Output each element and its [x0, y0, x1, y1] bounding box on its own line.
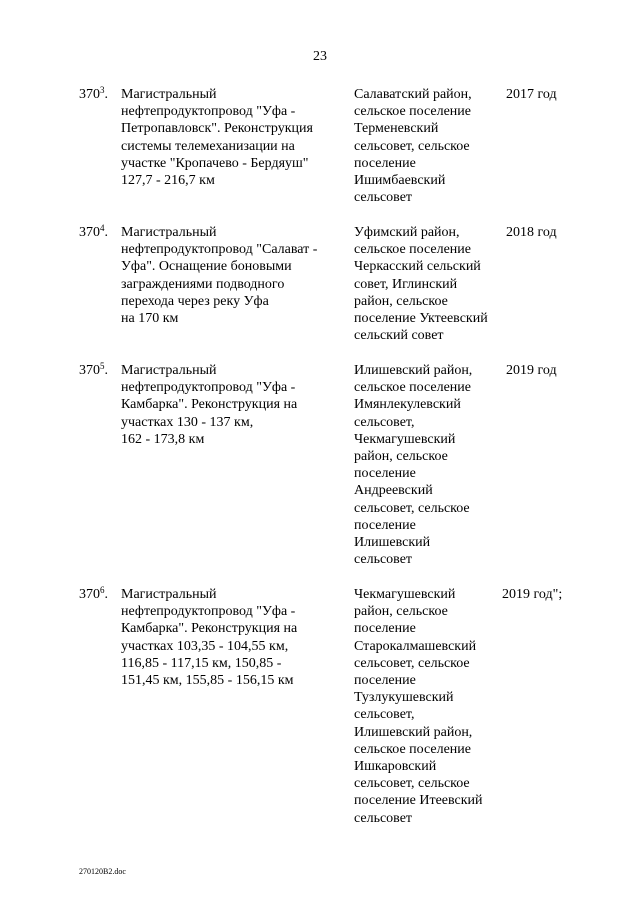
entry-location: Уфимский район, сельское поселение Черкасский сельский совет, Иглинский район, сельское поселение Уктеевский сельский совет — [354, 225, 488, 344]
entry-description: Магистральный нефтепродуктопровод "Уфа - Петропавловск". Реконструкция системы телемеханизации на участке "Кропачево - Бердяуш" 127,7 - 216,7 км — [121, 87, 313, 189]
entry-year: 2018 год — [506, 225, 557, 240]
entry-description: Магистральный нефтепродуктопровод "Уфа - Камбарка". Реконструкция на участках 103,35 - 104,55 км, 116,85 - 117,15 км, 150,85 - 151,45 км, 155,85 - 156,15 км — [121, 587, 298, 689]
entry-description: Магистральный нефтепродуктопровод "Салават - Уфа". Оснащение боновыми заграждениями подводного перехода через реку Уфа на 170 км — [121, 225, 318, 327]
entry-year: 2017 год — [506, 87, 557, 102]
entry-location: Илишевский район, сельское поселение Имянлекулевский сельсовет, Чекмагушевский район, сельское поселение Андреевский сельсовет, сельское поселение Илишевский сельсовет — [354, 363, 473, 568]
entry-location: Чекмагушевский район, сельское поселение Старокалмашевский сельсовет, сельское поселение Тузлукушевский сельсовет, Илишевский район, сельское поселение Ишкаровский сельсовет, сельское поселение Итеевский сельсовет — [354, 587, 483, 826]
entry-number: $370^4$. — [79, 223, 108, 240]
entry-row — [0, 224, 640, 362]
entries-table — [0, 86, 640, 836]
entry-number: $370^5$. — [79, 361, 108, 378]
entry-number: $370^6$. — [79, 585, 108, 602]
entry-year: 2019 год"; — [502, 587, 563, 602]
entry-description: Магистральный нефтепродуктопровод "Уфа - Камбарка". Реконструкция на участках 130 - 137 км, 162 - 173,8 км — [121, 363, 298, 447]
entry-location: Салаватский район, сельское поселение Терменевский сельсовет, сельское поселение Ишимбаевский сельсовет — [354, 87, 472, 206]
entry-row — [0, 586, 640, 836]
entry-year: 2019 год — [506, 363, 557, 378]
entry-row — [0, 86, 640, 224]
entry-number: $370^3$. — [79, 85, 108, 102]
entry-row — [0, 362, 640, 586]
footer-filename: 270120B2.doc — [79, 867, 126, 876]
page-number: 23 — [313, 49, 327, 64]
